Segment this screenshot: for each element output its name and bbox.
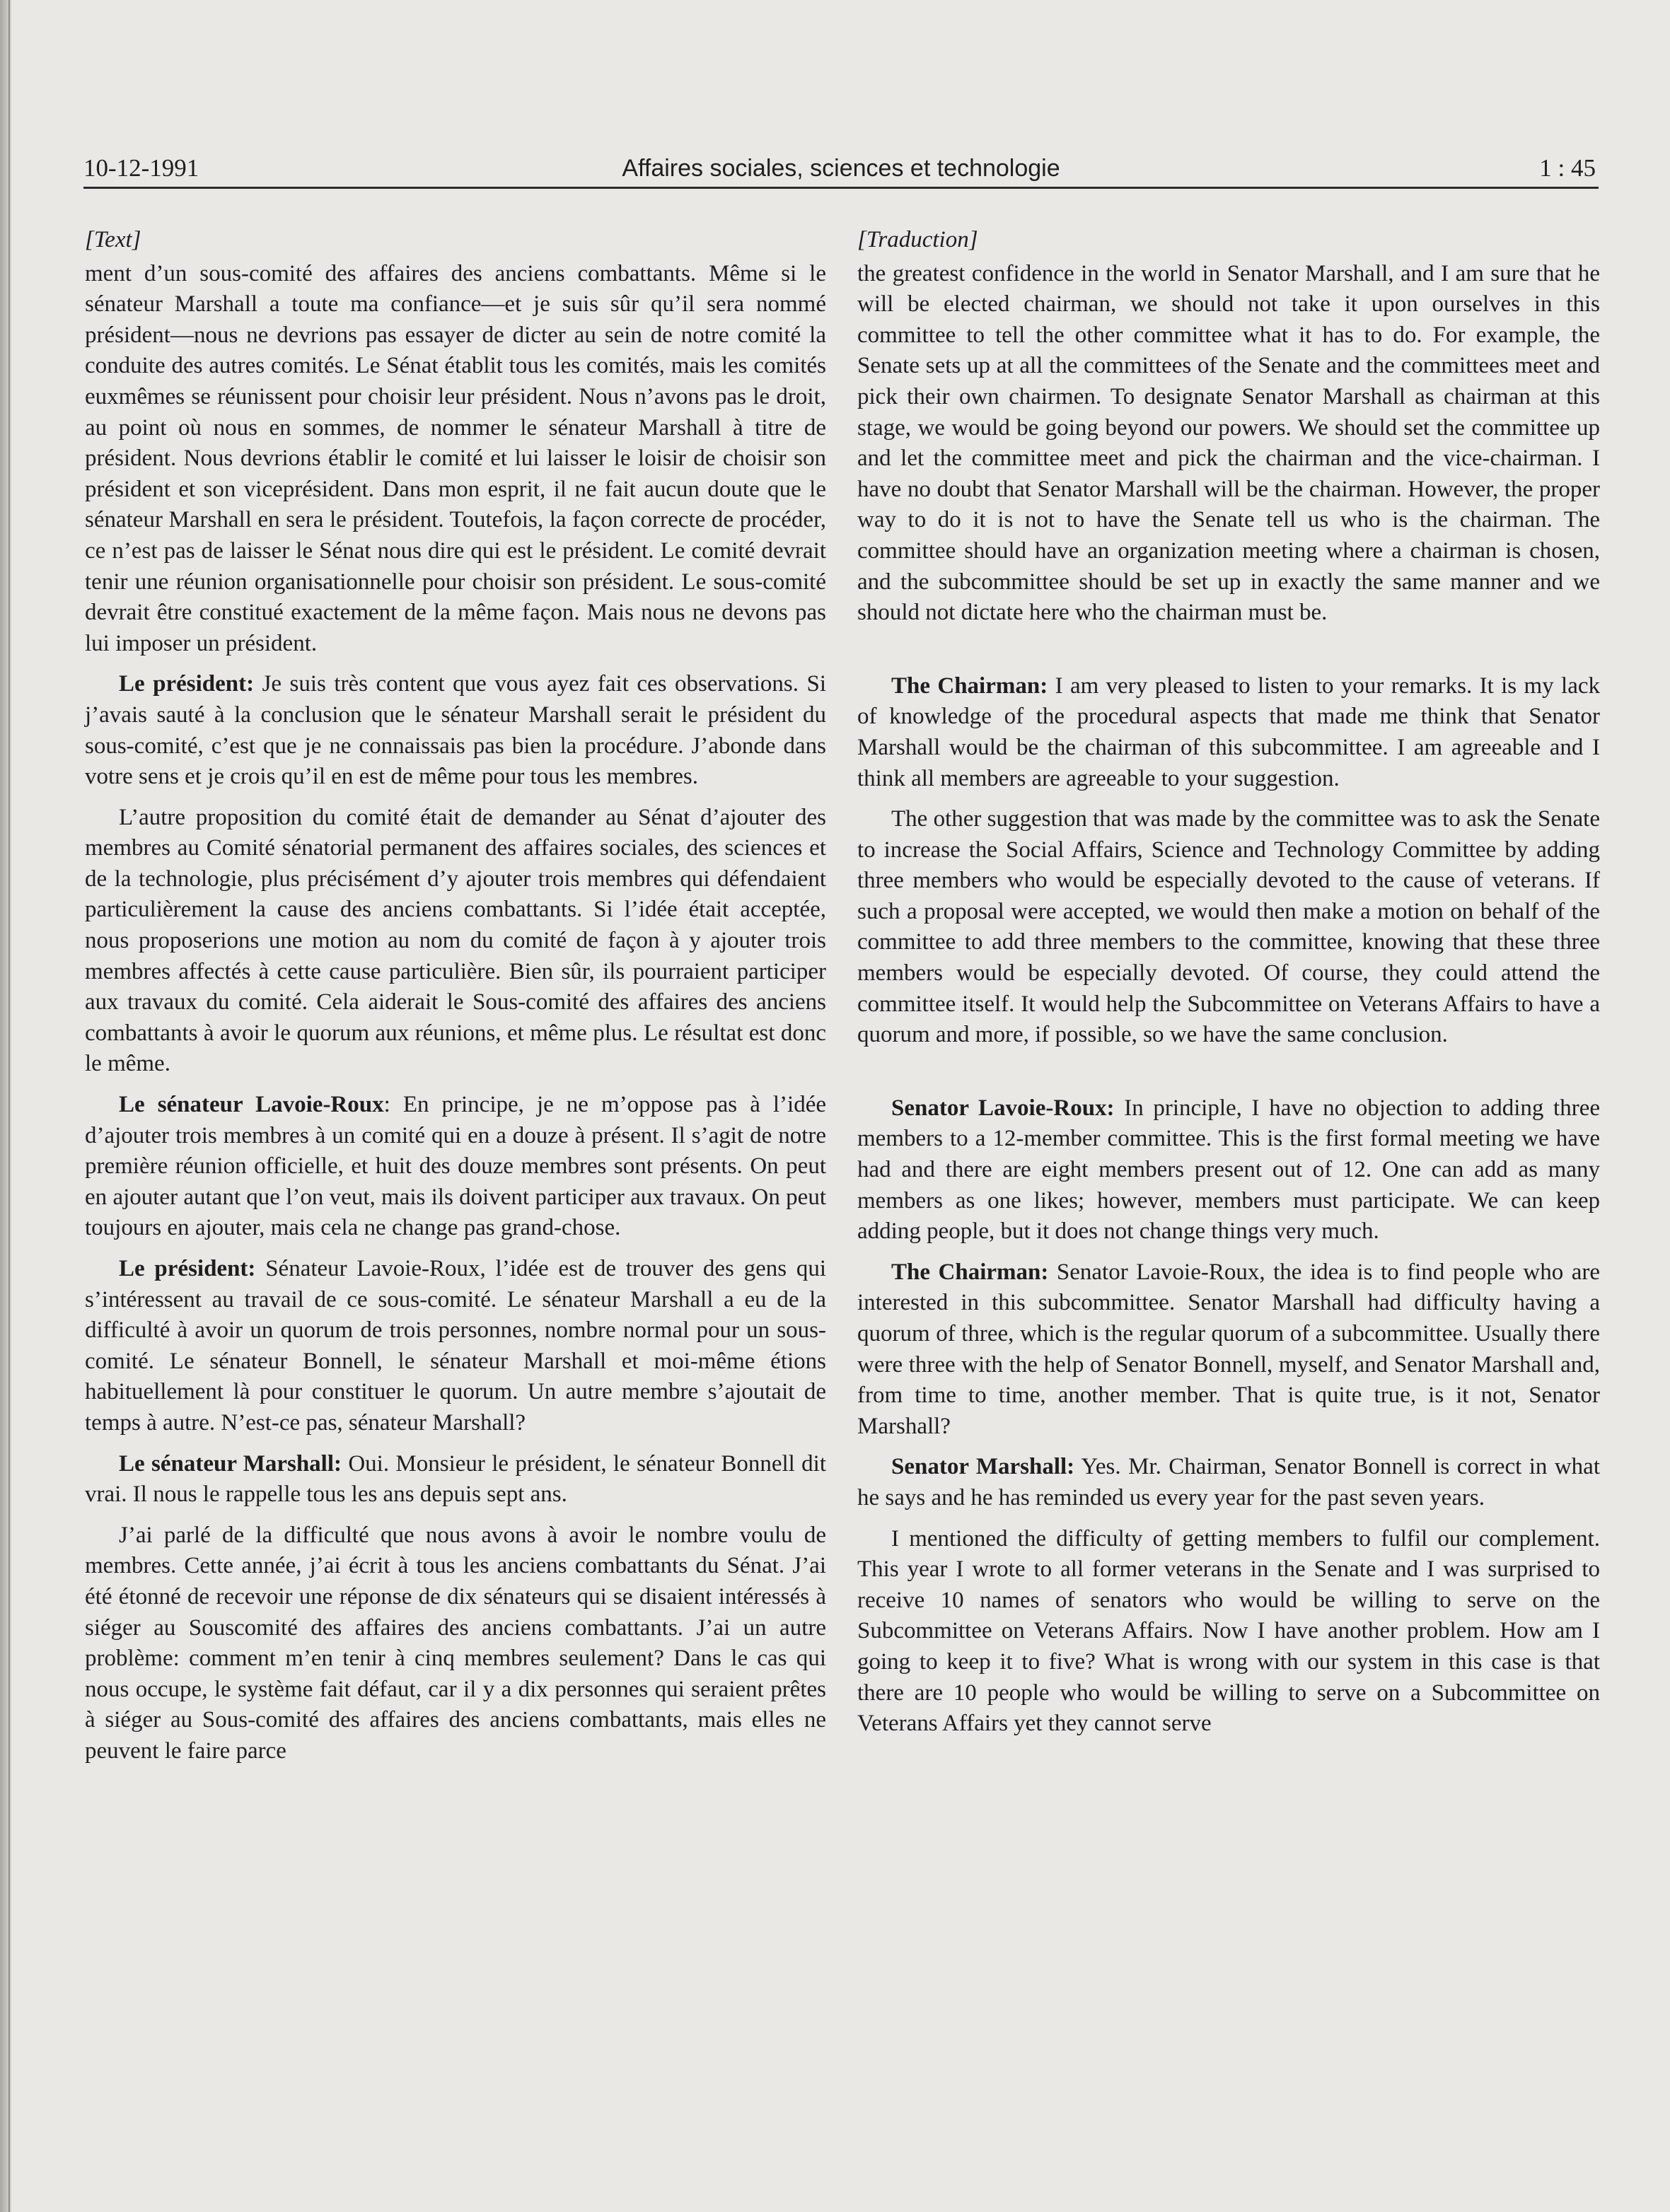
speaker-label: Le sénateur Marshall: bbox=[119, 1450, 342, 1477]
header-title: Affaires sociales, sciences et technologie bbox=[622, 155, 1060, 182]
english-column bbox=[857, 225, 1600, 1740]
speech-text: Oui. Monsieur le président, le sénateur Bonnell dit vrai. Il nous le rappelle tous les ans depuis sept ans. bbox=[85, 1450, 826, 1508]
header-page-number: 1 : 45 bbox=[1539, 154, 1596, 182]
running-header bbox=[83, 146, 1599, 189]
en-paragraph-3: The other suggestion that was made by the committee was to ask the Senate to increase the Social Affairs, Science and Technology Committee by adding three members who would be especially devoted to the cause of veterans. If such a proposal were accepted, we would then make a motion on behalf of the committee to add three members to the committee, knowing that these three members would be especially devoted. Of course, they could attend the committee itself. It would help the Subcommittee on Veterans Affairs to have a quorum and more, if possible, so we have the same conclusion. bbox=[857, 806, 1600, 1048]
fr-paragraph-6 bbox=[85, 1449, 826, 1510]
header-date: 10-12-1991 bbox=[83, 154, 199, 182]
en-paragraph-6 bbox=[857, 1452, 1600, 1513]
speaker-label: The Chairman: bbox=[891, 1259, 1049, 1285]
text-tag: [Text] bbox=[85, 227, 141, 252]
speech-text: In principle, I have no objection to adding three members to a 12-member committee. This is the first formal meeting we have had and there are eight members present out of 12. One can add as many members as one likes; however, members must participate. We can keep adding people, but it does not change things very much. bbox=[857, 1095, 1600, 1245]
fr-paragraph-2 bbox=[85, 669, 826, 792]
en-paragraph-2 bbox=[857, 671, 1600, 794]
speech-text: Je suis très content que vous ayez fait ces observations. Si j’avais sauté à la conclusion que le sénateur Marshall serait le président du sous-comité, c’est que je ne connaissais pas bien la procédure. J’abonde dans votre sens et je crois qu’il en est de même pour tous les membres. bbox=[85, 671, 826, 790]
en-paragraph-1: the greatest confidence in the world in Senator Marshall, and I am sure that he will be elected chairman, we should not take it upon ourselves in this committee to tell the other committee what it has to do. For example, the Senate sets up at all the committees of the Senate and the committees meet and pick their own chairmen. To designate Senator Marshall as chairman at this stage, we would be going beyond our powers. We should set the committee up and let the committee meet and pick the chairman and the vice-chairman. I have no doubt that Senator Marshall will be the chairman. However, the proper way to do it is not to have the Senate tell us who is the chairman. The committee should have an organization meeting where a chairman is chosen, and the subcommittee should be set up in exactly the same manner and we should not dictate here who the chairman must be. bbox=[857, 260, 1600, 626]
speaker-label: Le sénateur Lavoie-Roux bbox=[119, 1092, 384, 1118]
binding-line bbox=[8, 0, 10, 2212]
speaker-label: Senator Lavoie-Roux: bbox=[891, 1095, 1115, 1121]
french-column bbox=[85, 225, 826, 1767]
speaker-label: Le président: bbox=[119, 1256, 256, 1281]
fr-paragraph-1: ment d’un sous-comité des affaires des anciens combattants. Même si le sénateur Marshall a toute ma confiance—et je suis sûr qu’il sera nommé président—nous ne devrions pas essayer de dicter au sein de notre comité la conduite des autres comités. Le Sénat établit tous les comités, mais les comités euxmêmes se réunissent pour choisir leur président. Nous n’avons pas le droit, au point où nous en sommes, de nommer le sénateur Marshall à titre de président. Nous devrions établir le comité et lui laisser le loisir de choisir son président et son viceprésident. Dans mon esprit, il ne fait aucun doute que le sénateur Marshall en sera le président. Toutefois, la façon correcte de procéder, ce n’est pas de laisser le Sénat nous dire qui est le président. Le comité devrait tenir une réunion organisationnelle pour choisir son président. Le sous-comité devrait être constitué exactement de la même façon. Mais nous ne devons pas lui imposer un président. bbox=[85, 260, 826, 656]
fr-paragraph-5 bbox=[85, 1254, 826, 1439]
speaker-label: The Chairman: bbox=[891, 673, 1048, 699]
speech-text: I am very pleased to listen to your remarks. It is my lack of knowledge of the procedural aspects that made me think that Senator Marshall would be the chairman of this subcommittee. I am agreeable and I think all members are agreeable to your suggestion. bbox=[857, 673, 1601, 791]
fr-paragraph-7: J’ai parlé de la difficulté que nous avons à avoir le nombre voulu de membres. Cette année, j’ai écrit à tous les anciens combattants du Sénat. J’ai été étonné de recevoir une réponse de dix sénateurs qui se disaient intéressés à siéger au Souscomité des affaires des anciens combattants. J’ai un autre problème: comment m’en tenir à cinq membres seulement? Dans le cas qui nous occupe, le système fait défaut, car il y a dix personnes qui seraient prêtes à siéger au Sous-comité des affaires des anciens combattants, mais elles ne peuvent le faire parce bbox=[85, 1522, 826, 1764]
en-paragraph-4 bbox=[857, 1093, 1600, 1247]
speech-text: Yes. Mr. Chairman, Senator Bonnell is correct in what he says and he has reminded us every year for the past seven years. bbox=[857, 1454, 1600, 1510]
speech-text: Senator Lavoie-Roux, the idea is to find people who are interested in this subcommittee. Senator Marshall had difficulty having a quorum of three, which is the regular quorum of a subcommittee. Usually there were three with the help of Senator Bonnell, myself, and Senator Marshall and, from time to time, another member. That is quite true, is it not, Senator Marshall? bbox=[857, 1259, 1600, 1439]
speaker-label: Senator Marshall: bbox=[891, 1454, 1075, 1480]
speech-text: : En principe, je ne m’oppose pas à l’idée d’ajouter trois membres à un comité qui en a douze à présent. Il s’agit de notre première réunion officielle, et huit des douze membres sont présents. On peut en ajouter autant que l’on veut, mais ils doivent participer aux travaux. On peut toujours en ajouter, mais cela ne change pas grand-chose. bbox=[85, 1092, 826, 1241]
speech-text: Sénateur Lavoie-Roux, l’idée est de trouver des gens qui s’intéressent au travail de ce sous-comité. Le sénateur Marshall a eu de la difficulté à avoir un quorum de trois personnes, nombre normal pour un sous-comité. Le sénateur Bonnell, le sénateur Marshall et moi-même étions habituellement là pour constituer le quorum. Un autre membre s’ajoutait de temps à autre. N’est-ce pas, sénateur Marshall? bbox=[85, 1256, 826, 1436]
fr-paragraph-3: L’autre proposition du comité était de demander au Sénat d’ajouter des membres au Comité sénatorial permanent des affaires sociales, des sciences et de la technologie, plus précisément d’y ajouter trois membres qui défendaient particulièrement la cause des anciens combattants. Si l’idée était acceptée, nous proposerions une motion au nom du comité de façon à y ajouter trois membres affectés à cette cause particulière. Bien sûr, ils pourraient participer aux travaux du comité. Cela aiderait le Sous-comité des affaires des anciens combattants à avoir le quorum aux réunions, et même plus. Le résultat est donc le même. bbox=[85, 804, 826, 1077]
en-paragraph-5 bbox=[857, 1257, 1600, 1443]
translation-tag: [Traduction] bbox=[857, 227, 978, 252]
en-paragraph-7: I mentioned the difficulty of getting members to fulfil our complement. This year I wrote to all former veterans in the Senate and I was surprised to receive 10 names of senators who would be willing to serve on the Subcommittee on Veterans Affairs. Now I have another problem. How am I going to keep it to five? What is wrong with our system in this case is that there are 10 people who would be willing to serve on a Subcommittee on Veterans Affairs yet they cannot serve bbox=[857, 1525, 1600, 1737]
fr-paragraph-4 bbox=[85, 1090, 826, 1244]
speaker-label: Le président: bbox=[119, 671, 255, 697]
